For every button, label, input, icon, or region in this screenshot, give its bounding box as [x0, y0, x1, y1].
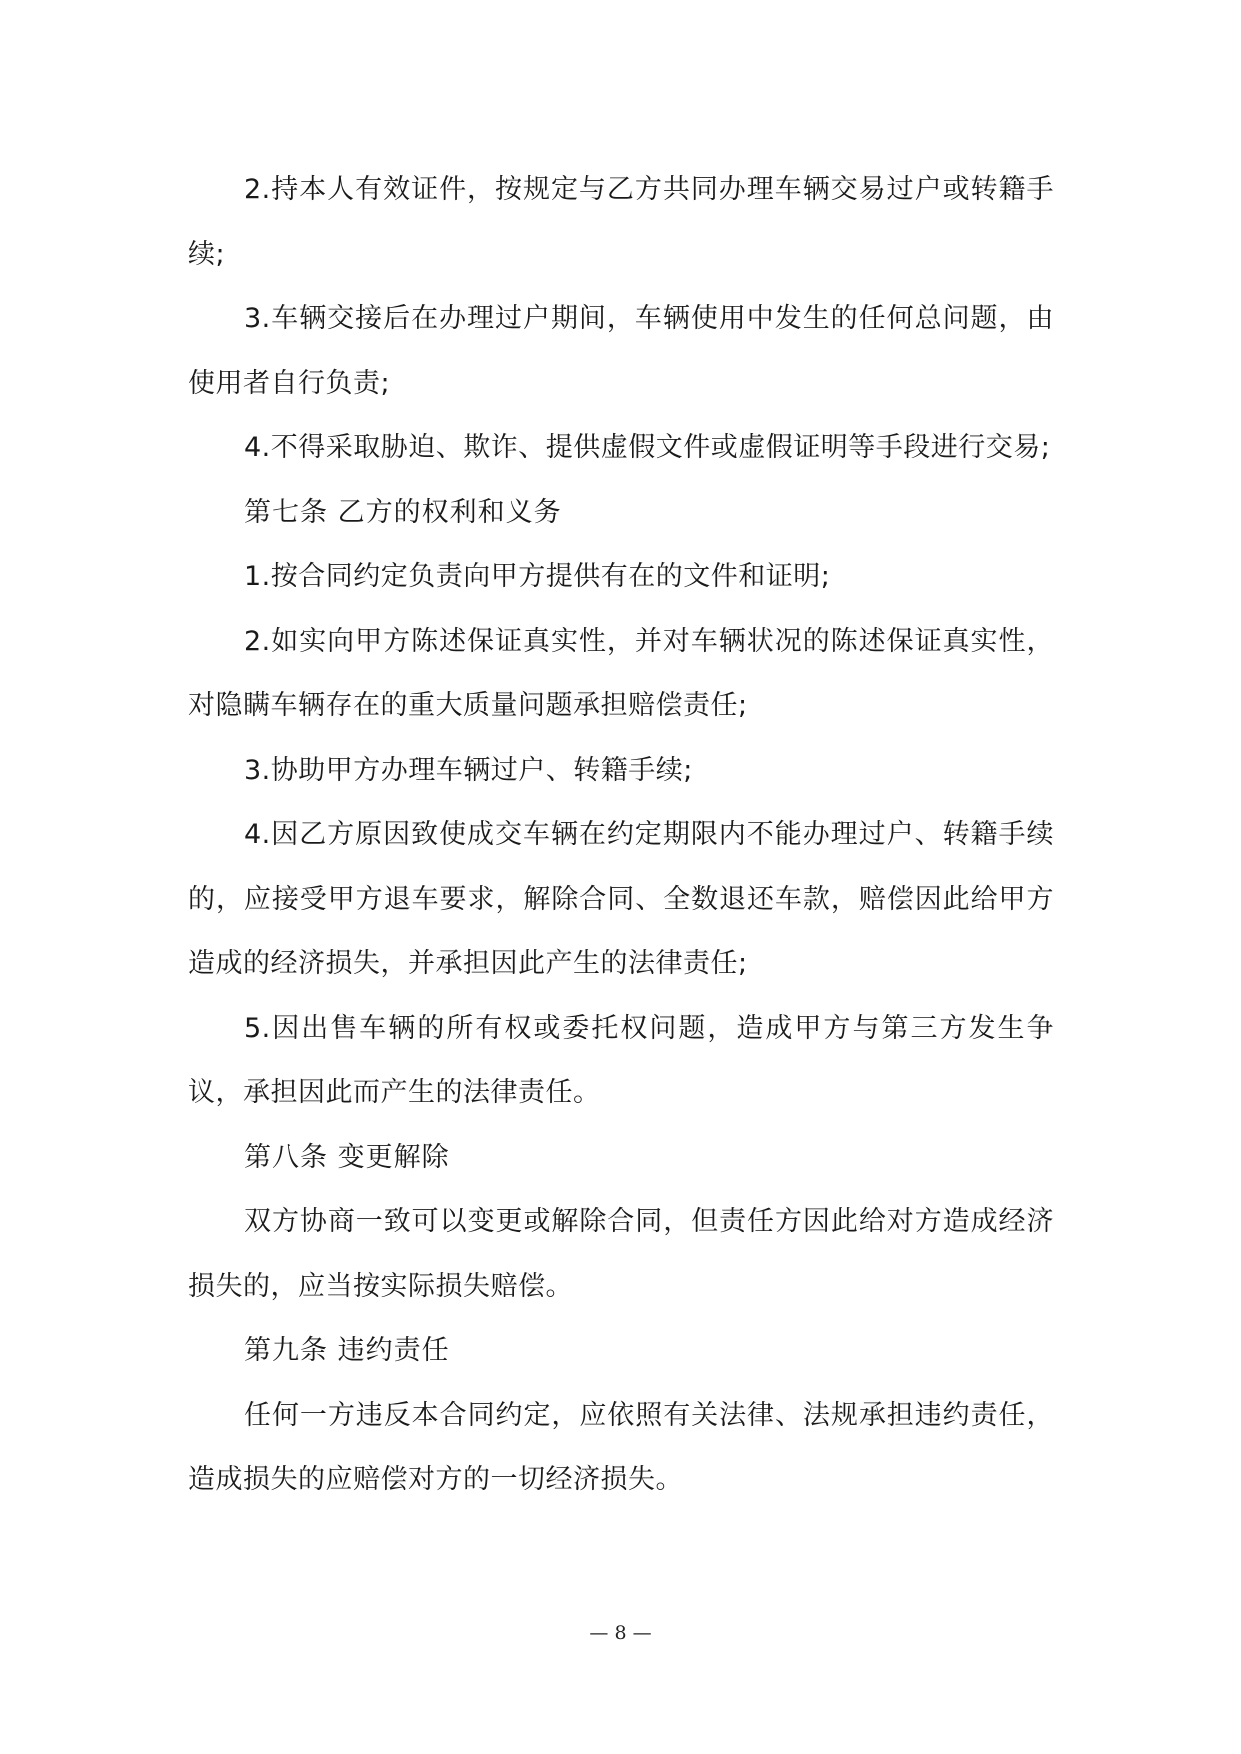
body-paragraph: 双方协商一致可以变更或解除合同，但责任方因此给对方造成经济损失的，应当按实际损失赔偿。 — [188, 1206, 1054, 1302]
clause-item: 4.因乙方原因致使成交车辆在约定期限内不能办理过户、转籍手续的，应接受甲方退车要求，解除合同、全数退还车款，赔偿因此给甲方造成的经济损失，并承担因此产生的法律责任; — [188, 819, 1054, 979]
clause-item: 4.不得采取胁迫、欺诈、提供虚假文件或虚假证明等手段进行交易; — [244, 432, 1051, 463]
clause-item: 2.如实向甲方陈述保证真实性，并对车辆状况的陈述保证真实性，对隐瞒车辆存在的重大质量问题承担赔偿责任; — [188, 625, 1054, 721]
article-heading: 第八条 变更解除 — [244, 1141, 450, 1173]
page-number: — 8 — — [589, 1622, 652, 1644]
article-heading: 第九条 违约责任 — [244, 1335, 450, 1366]
article-heading: 第七条 乙方的权利和义务 — [244, 496, 562, 528]
clause-item: 1.按合同约定负责向甲方提供有在的文件和证明; — [244, 561, 831, 592]
clause-item: 3.车辆交接后在办理过户期间，车辆使用中发生的任何总问题，由使用者自行负责; — [188, 303, 1054, 399]
document-body — [188, 158, 1054, 1513]
body-paragraph: 任何一方违反本合同约定，应依照有关法律、法规承担违约责任，造成损失的应赔偿对方的一切经济损失。 — [188, 1399, 1054, 1495]
clause-item: 3.协助甲方办理车辆过户、转籍手续; — [244, 754, 693, 786]
clause-item: 2.持本人有效证件，按规定与乙方共同办理车辆交易过户或转籍手续; — [188, 174, 1054, 270]
clause-item: 5.因出售车辆的所有权或委托权问题，造成甲方与第三方发生争议，承担因此而产生的法律责任。 — [188, 1012, 1054, 1108]
